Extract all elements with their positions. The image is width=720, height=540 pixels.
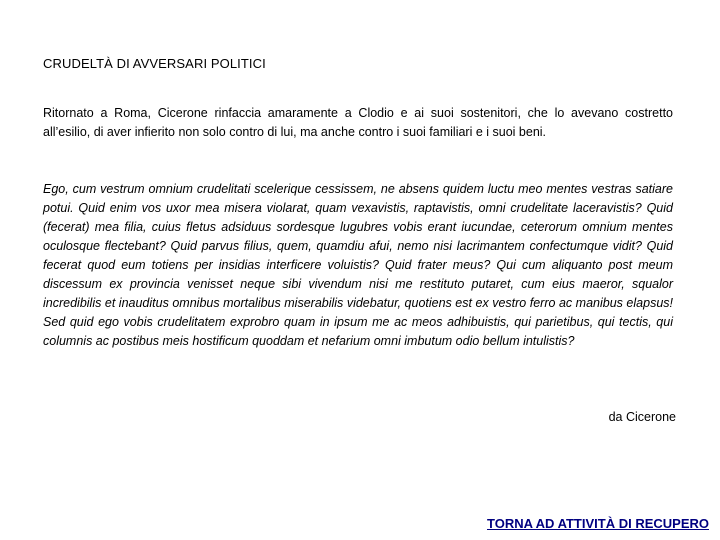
latin-passage: Ego, cum vestrum omnium crudelitati scelerique cessissem, ne absens quidem luctu meo mentes vestras satiare potui. Quid enim vos uxor mea misera violarat, quam vexavistis, raptavistis, omni crudelitate laceravistis? Quid (fecerat) mea filia, cuius fletus adsiduus sordesque lugubres vobis erant iucundae, ceterorum omnium mentes oculosque flectebant? Quid parvus filius, quem, quamdiu afui, nemo nisi lacrimantem confectumque vidit? Quid fecerat quod eum totiens per insidias interficere voluistis? Quid frater meus? Qui cum aliquanto post meum discessum ex provincia venisset neque sibi vivendum nisi me restituto putaret, cum eius maeror, squalor incredibilis et inauditus omnibus mortalibus miserabilis videbatur, quotiens est ex vestro ferro ac manibus elapsus! Sed quid ego vobis crudelitatem exprobro quam in ipsum me ac meos adhibuistis, qui parietibus, qui tectis, qui columnis ac postibus meis hostificum quoddam et nefarium omni imbutum odio bellum intulistis? bbox=[43, 182, 673, 348]
back-to-recovery-link[interactable]: TORNA AD ATTIVITÀ DI RECUPERO bbox=[487, 516, 709, 531]
author-signature: da Cicerone bbox=[608, 410, 676, 424]
page-title: CRUDELTÀ DI AVVERSARI POLITICI bbox=[43, 56, 266, 71]
intro-paragraph: Ritornato a Roma, Cicerone rinfaccia amaramente a Clodio e ai suoi sostenitori, che lo avevano costretto all’esilio, di aver infierito non solo contro di lui, ma anche contro i suoi familiari e i suoi beni. bbox=[43, 106, 673, 139]
